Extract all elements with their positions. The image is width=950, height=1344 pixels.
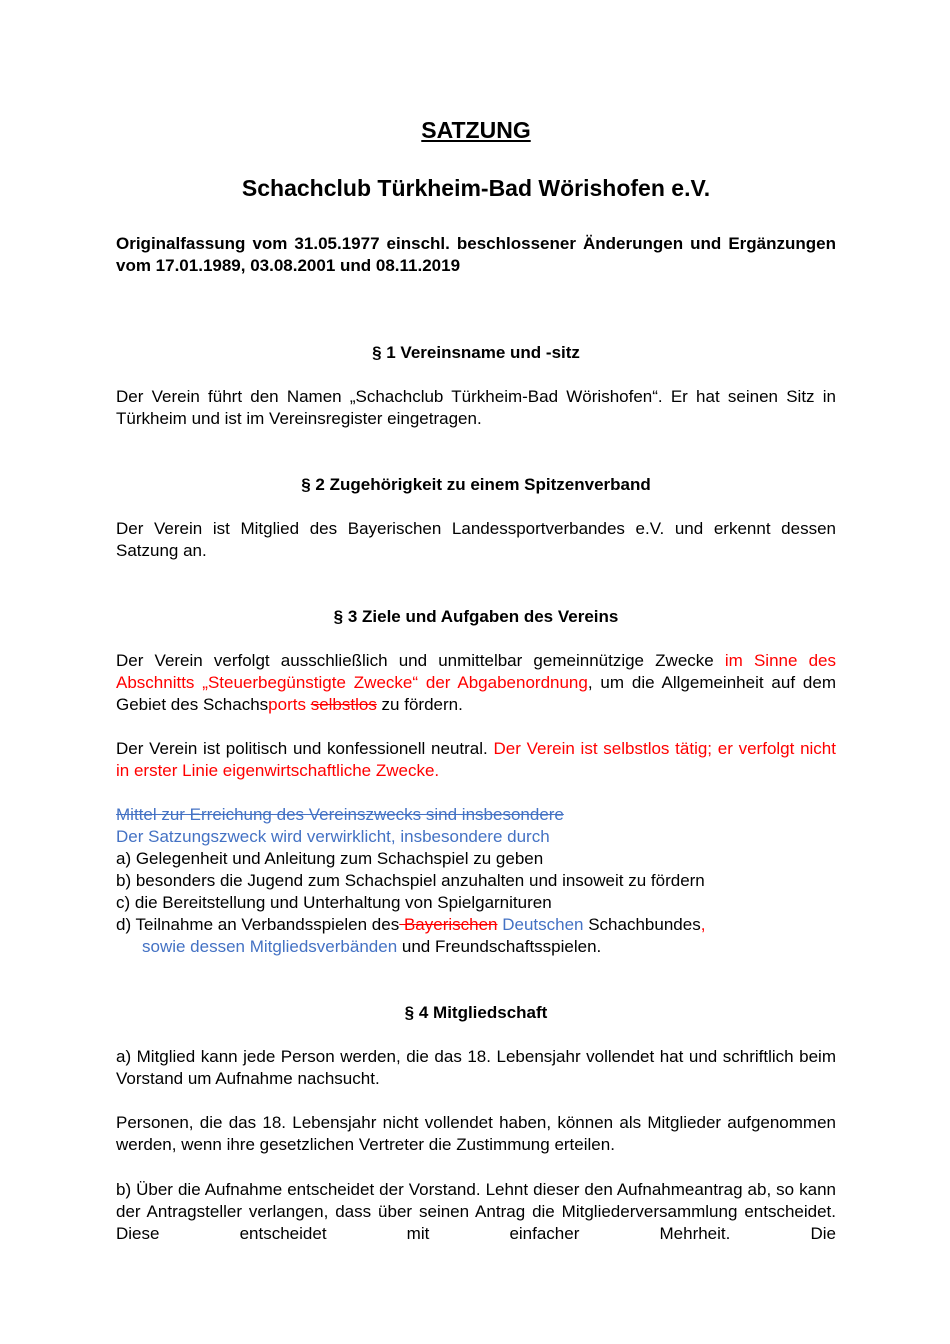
section-2-text: Der Verein ist Mitglied des Bayerischen Landessportverbandes e.V. und erkennt dessen Satzung an. — [116, 519, 836, 560]
document-title: SATZUNG — [421, 117, 531, 143]
item-d-end: und Freundschaftsspielen. — [397, 937, 602, 956]
deleted-selbstlos: selbstlos — [310, 695, 377, 714]
section-1-text: Der Verein führt den Namen „Schachclub Türkheim-Bad Wörishofen“. Er hat seinen Sitz in Türkheim und ist im Vereinsregister eingetragen. — [116, 387, 836, 428]
section-3-heading: § 3 Ziele und Aufgaben des Vereins — [333, 607, 619, 626]
version-note: Originalfassung vom 31.05.1977 einschl. beschlossener Änderungen und Ergänzungen vom 17.01.1989, 03.08.2001 und 08.11.2019 — [116, 234, 836, 275]
section-2-heading: § 2 Zugehörigkeit zu einem Spitzenverband — [301, 475, 651, 494]
inserted-tax-clause: im Sinne des Abschnitts „Steuerbegünstigte Zwecke“ der Abgabenordnung — [116, 651, 836, 692]
list-item-d-cont — [142, 936, 862, 958]
section-3-purpose-paragraph — [116, 650, 836, 716]
inserted-deutschen: Deutschen — [497, 915, 584, 934]
section-4-paragraph-a: a) Mitglied kann jede Person werden, die das 18. Lebensjahr vollendet hat und schriftlich beim Vorstand um Aufnahme nachsucht. — [116, 1047, 836, 1088]
item-d-text-2: Schachbundes — [583, 915, 701, 934]
purpose-text: Der Verein verfolgt ausschließlich und unmittelbar gemeinnützige Zwecke — [116, 651, 725, 670]
deleted-bayerischen: Bayerischen — [399, 915, 498, 934]
list-item-a: a) Gelegenheit und Anleitung zum Schachspiel zu geben — [116, 849, 544, 868]
list-item-c: c) die Bereitstellung und Unterhaltung von Spielgarnituren — [116, 893, 552, 912]
item-d-text: d) Teilnahme an Verbandsspielen des — [116, 915, 400, 934]
purpose-text-end: zu fördern. — [376, 695, 463, 714]
section-1-heading: § 1 Vereinsname und -sitz — [372, 343, 580, 362]
deleted-means-line: Mittel zur Erreichung des Vereinszwecks sind insbesondere — [116, 805, 564, 824]
neutrality-text: Der Verein ist politisch und konfessionell neutral. — [116, 739, 494, 758]
inserted-selfless-clause: Der Verein ist selbstlos tätig; er verfolgt nicht in erster Linie eigenwirtschaftliche Zwecke. — [116, 739, 836, 780]
section-4-heading: § 4 Mitgliedschaft — [404, 1003, 548, 1022]
section-3-neutrality-paragraph — [116, 738, 836, 782]
list-item-b: b) besonders die Jugend zum Schachspiel anzuhalten und insoweit zu fördern — [116, 871, 705, 890]
inserted-purpose-line: Der Satzungszweck wird verwirklicht, insbesondere durch — [116, 827, 550, 846]
section-4-paragraph-b: b) Über die Aufnahme entscheidet der Vorstand. Lehnt dieser den Aufnahmeantrag ab, so kann der Antragsteller verlangen, dass über seinen Antrag die Mitgliederversammlung entscheidet. Diese entscheidet mit einfacher Mehrheit. Die — [116, 1180, 836, 1243]
list-item-d — [116, 914, 836, 936]
inserted-member-associations: sowie dessen Mitgliedsverbänden — [142, 937, 398, 956]
inserted-comma: , — [700, 915, 706, 934]
purpose-text-cont: , um die Allgemeinheit auf dem Gebiet des Schachs — [116, 673, 836, 714]
club-name: Schachclub Türkheim-Bad Wörishofen e.V. — [241, 175, 711, 201]
inserted-ports: ports — [268, 695, 306, 714]
section-4-paragraph-minors: Personen, die das 18. Lebensjahr nicht vollendet haben, können als Mitglieder aufgenommen werden, wenn ihre gesetzlichen Vertreter die Zustimmung erteilen. — [116, 1113, 836, 1154]
